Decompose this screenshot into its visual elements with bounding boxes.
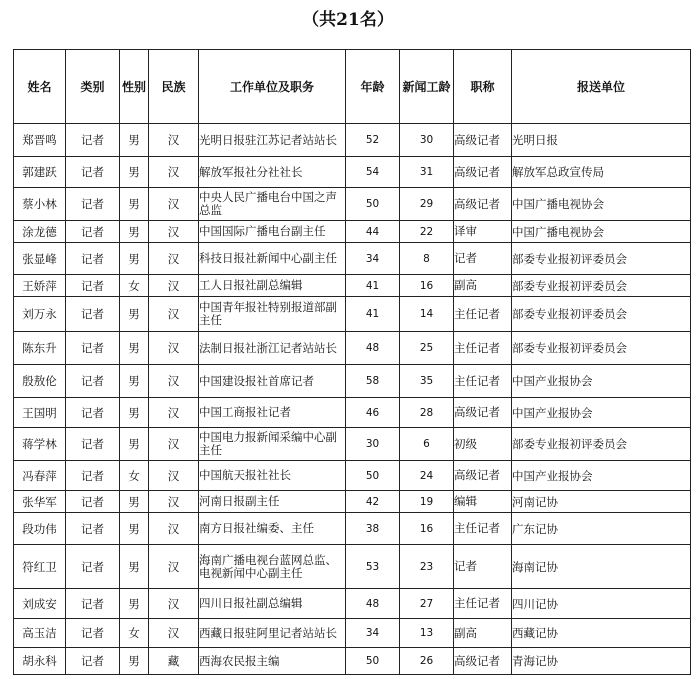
cell-years: 27 (400, 589, 454, 619)
header-name: 姓名 (14, 50, 66, 124)
cell-name: 张显峰 (14, 243, 66, 275)
cell-type: 记者 (66, 157, 120, 188)
cell-gender: 男 (120, 243, 149, 275)
cell-ethnicity: 汉 (149, 491, 199, 513)
cell-years: 30 (400, 124, 454, 157)
cell-name: 冯春萍 (14, 461, 66, 491)
cell-name: 符红卫 (14, 545, 66, 589)
cell-title: 高级记者 (454, 461, 512, 491)
cell-age: 48 (346, 589, 400, 619)
cell-type: 记者 (66, 124, 120, 157)
cell-age: 50 (346, 461, 400, 491)
cell-title: 副高 (454, 275, 512, 297)
cell-name: 胡永科 (14, 648, 66, 675)
cell-nominator: 解放军总政宣传局 (512, 157, 691, 188)
table-row (14, 332, 691, 365)
table-row (14, 365, 691, 398)
cell-ethnicity: 汉 (149, 398, 199, 428)
cell-workplace: 中国国际广播电台副主任 (199, 221, 346, 243)
cell-ethnicity: 汉 (149, 221, 199, 243)
cell-gender: 男 (120, 157, 149, 188)
cell-type: 记者 (66, 188, 120, 221)
cell-age: 53 (346, 545, 400, 589)
cell-workplace: 四川日报社副总编辑 (199, 589, 346, 619)
cell-type: 记者 (66, 221, 120, 243)
cell-title: 记者 (454, 545, 512, 589)
cell-type: 记者 (66, 648, 120, 675)
cell-title: 主任记者 (454, 589, 512, 619)
cell-age: 50 (346, 188, 400, 221)
cell-ethnicity: 汉 (149, 619, 199, 648)
cell-ethnicity: 汉 (149, 545, 199, 589)
cell-ethnicity: 汉 (149, 332, 199, 365)
cell-ethnicity: 汉 (149, 157, 199, 188)
cell-gender: 男 (120, 124, 149, 157)
table-row (14, 157, 691, 188)
cell-nominator: 光明日报 (512, 124, 691, 157)
cell-years: 26 (400, 648, 454, 675)
header-gender: 性别 (120, 50, 149, 124)
table-row (14, 491, 691, 513)
header-years: 新闻工龄 (400, 50, 454, 124)
header-ethnicity: 民族 (149, 50, 199, 124)
cell-title: 高级记者 (454, 124, 512, 157)
cell-workplace: 河南日报副主任 (199, 491, 346, 513)
cell-nominator: 中国产业报协会 (512, 398, 691, 428)
cell-type: 记者 (66, 619, 120, 648)
cell-name: 涂龙德 (14, 221, 66, 243)
cell-title: 高级记者 (454, 648, 512, 675)
cell-years: 25 (400, 332, 454, 365)
cell-type: 记者 (66, 297, 120, 332)
cell-title: 主任记者 (454, 332, 512, 365)
cell-title: 译审 (454, 221, 512, 243)
cell-title: 副高 (454, 619, 512, 648)
cell-gender: 男 (120, 221, 149, 243)
cell-years: 16 (400, 513, 454, 545)
cell-ethnicity: 汉 (149, 513, 199, 545)
cell-workplace: 中央人民广播电台中国之声总监 (199, 188, 346, 221)
header-title: 职称 (454, 50, 512, 124)
cell-gender: 女 (120, 275, 149, 297)
table-row (14, 513, 691, 545)
header-workplace: 工作单位及职务 (199, 50, 346, 124)
cell-name: 刘万永 (14, 297, 66, 332)
cell-age: 34 (346, 243, 400, 275)
cell-ethnicity: 汉 (149, 365, 199, 398)
cell-nominator: 部委专业报初评委员会 (512, 428, 691, 461)
cell-age: 38 (346, 513, 400, 545)
cell-type: 记者 (66, 275, 120, 297)
table-row (14, 398, 691, 428)
table-row (14, 648, 691, 675)
table-row (14, 589, 691, 619)
cell-name: 高玉洁 (14, 619, 66, 648)
cell-nominator: 四川记协 (512, 589, 691, 619)
cell-name: 郑晋鸣 (14, 124, 66, 157)
table-row (14, 221, 691, 243)
cell-gender: 男 (120, 513, 149, 545)
cell-ethnicity: 汉 (149, 188, 199, 221)
cell-workplace: 中国电力报新闻采编中心副主任 (199, 428, 346, 461)
cell-years: 31 (400, 157, 454, 188)
cell-years: 6 (400, 428, 454, 461)
cell-ethnicity: 汉 (149, 243, 199, 275)
cell-name: 蒋学林 (14, 428, 66, 461)
cell-years: 14 (400, 297, 454, 332)
cell-age: 58 (346, 365, 400, 398)
cell-type: 记者 (66, 491, 120, 513)
table-row (14, 428, 691, 461)
header-row (14, 50, 691, 124)
cell-years: 29 (400, 188, 454, 221)
cell-workplace: 科技日报社新闻中心副主任 (199, 243, 346, 275)
cell-years: 13 (400, 619, 454, 648)
cell-gender: 女 (120, 619, 149, 648)
table-row (14, 461, 691, 491)
cell-workplace: 中国青年报社特别报道部副主任 (199, 297, 346, 332)
cell-name: 王娇萍 (14, 275, 66, 297)
cell-title: 主任记者 (454, 365, 512, 398)
cell-workplace: 光明日报驻江苏记者站站长 (199, 124, 346, 157)
cell-gender: 女 (120, 461, 149, 491)
cell-years: 35 (400, 365, 454, 398)
cell-age: 34 (346, 619, 400, 648)
cell-workplace: 中国建设报社首席记者 (199, 365, 346, 398)
table-row (14, 188, 691, 221)
cell-workplace: 中国航天报社社长 (199, 461, 346, 491)
cell-title: 编辑 (454, 491, 512, 513)
cell-nominator: 部委专业报初评委员会 (512, 332, 691, 365)
cell-age: 42 (346, 491, 400, 513)
cell-nominator: 海南记协 (512, 545, 691, 589)
cell-nominator: 河南记协 (512, 491, 691, 513)
cell-years: 19 (400, 491, 454, 513)
cell-gender: 男 (120, 398, 149, 428)
cell-name: 陈东升 (14, 332, 66, 365)
cell-gender: 男 (120, 648, 149, 675)
cell-age: 46 (346, 398, 400, 428)
cell-workplace: 工人日报社副总编辑 (199, 275, 346, 297)
cell-nominator: 部委专业报初评委员会 (512, 275, 691, 297)
cell-type: 记者 (66, 398, 120, 428)
cell-name: 郭建跃 (14, 157, 66, 188)
cell-workplace: 海南广播电视台蓝网总监、电视新闻中心副主任 (199, 545, 346, 589)
cell-nominator: 青海记协 (512, 648, 691, 675)
cell-nominator: 中国广播电视协会 (512, 188, 691, 221)
cell-ethnicity: 汉 (149, 275, 199, 297)
cell-type: 记者 (66, 589, 120, 619)
cell-nominator: 广东记协 (512, 513, 691, 545)
header-type: 类别 (66, 50, 120, 124)
cell-years: 24 (400, 461, 454, 491)
cell-years: 28 (400, 398, 454, 428)
cell-title: 高级记者 (454, 188, 512, 221)
cell-age: 44 (346, 221, 400, 243)
cell-nominator: 中国广播电视协会 (512, 221, 691, 243)
cell-age: 54 (346, 157, 400, 188)
cell-age: 52 (346, 124, 400, 157)
cell-type: 记者 (66, 332, 120, 365)
cell-nominator: 西藏记协 (512, 619, 691, 648)
cell-nominator: 部委专业报初评委员会 (512, 243, 691, 275)
cell-ethnicity: 汉 (149, 461, 199, 491)
cell-name: 张华军 (14, 491, 66, 513)
cell-type: 记者 (66, 428, 120, 461)
cell-gender: 男 (120, 188, 149, 221)
cell-years: 8 (400, 243, 454, 275)
cell-type: 记者 (66, 461, 120, 491)
cell-name: 刘成安 (14, 589, 66, 619)
cell-gender: 男 (120, 545, 149, 589)
header-nominator: 报送单位 (512, 50, 691, 124)
cell-nominator: 部委专业报初评委员会 (512, 297, 691, 332)
cell-age: 48 (346, 332, 400, 365)
cell-ethnicity: 藏 (149, 648, 199, 675)
cell-title: 高级记者 (454, 398, 512, 428)
cell-gender: 男 (120, 297, 149, 332)
cell-age: 41 (346, 297, 400, 332)
cell-title: 初级 (454, 428, 512, 461)
cell-gender: 男 (120, 589, 149, 619)
cell-ethnicity: 汉 (149, 124, 199, 157)
cell-title: 高级记者 (454, 157, 512, 188)
cell-age: 50 (346, 648, 400, 675)
cell-workplace: 南方日报社编委、主任 (199, 513, 346, 545)
cell-name: 段功伟 (14, 513, 66, 545)
cell-ethnicity: 汉 (149, 589, 199, 619)
cell-nominator: 中国产业报协会 (512, 365, 691, 398)
cell-gender: 男 (120, 332, 149, 365)
cell-gender: 男 (120, 365, 149, 398)
cell-type: 记者 (66, 365, 120, 398)
cell-type: 记者 (66, 513, 120, 545)
cell-gender: 男 (120, 428, 149, 461)
table-row (14, 243, 691, 275)
cell-workplace: 西海农民报主编 (199, 648, 346, 675)
cell-title: 主任记者 (454, 513, 512, 545)
cell-ethnicity: 汉 (149, 428, 199, 461)
cell-years: 23 (400, 545, 454, 589)
table-row (14, 297, 691, 332)
table-row (14, 545, 691, 589)
cell-age: 30 (346, 428, 400, 461)
cell-age: 41 (346, 275, 400, 297)
cell-workplace: 西藏日报驻阿里记者站站长 (199, 619, 346, 648)
cell-name: 蔡小林 (14, 188, 66, 221)
cell-workplace: 法制日报社浙江记者站站长 (199, 332, 346, 365)
cell-type: 记者 (66, 243, 120, 275)
table-row (14, 619, 691, 648)
awardee-table (13, 49, 691, 675)
table-row (14, 124, 691, 157)
cell-name: 殷敖伦 (14, 365, 66, 398)
cell-type: 记者 (66, 545, 120, 589)
cell-years: 22 (400, 221, 454, 243)
cell-title: 主任记者 (454, 297, 512, 332)
table-row (14, 275, 691, 297)
cell-gender: 男 (120, 491, 149, 513)
cell-ethnicity: 汉 (149, 297, 199, 332)
cell-nominator: 中国产业报协会 (512, 461, 691, 491)
page-title: （共21名） (302, 10, 394, 30)
cell-years: 16 (400, 275, 454, 297)
header-age: 年龄 (346, 50, 400, 124)
cell-workplace: 解放军报社分社社长 (199, 157, 346, 188)
cell-workplace: 中国工商报社记者 (199, 398, 346, 428)
cell-title: 记者 (454, 243, 512, 275)
cell-name: 王国明 (14, 398, 66, 428)
